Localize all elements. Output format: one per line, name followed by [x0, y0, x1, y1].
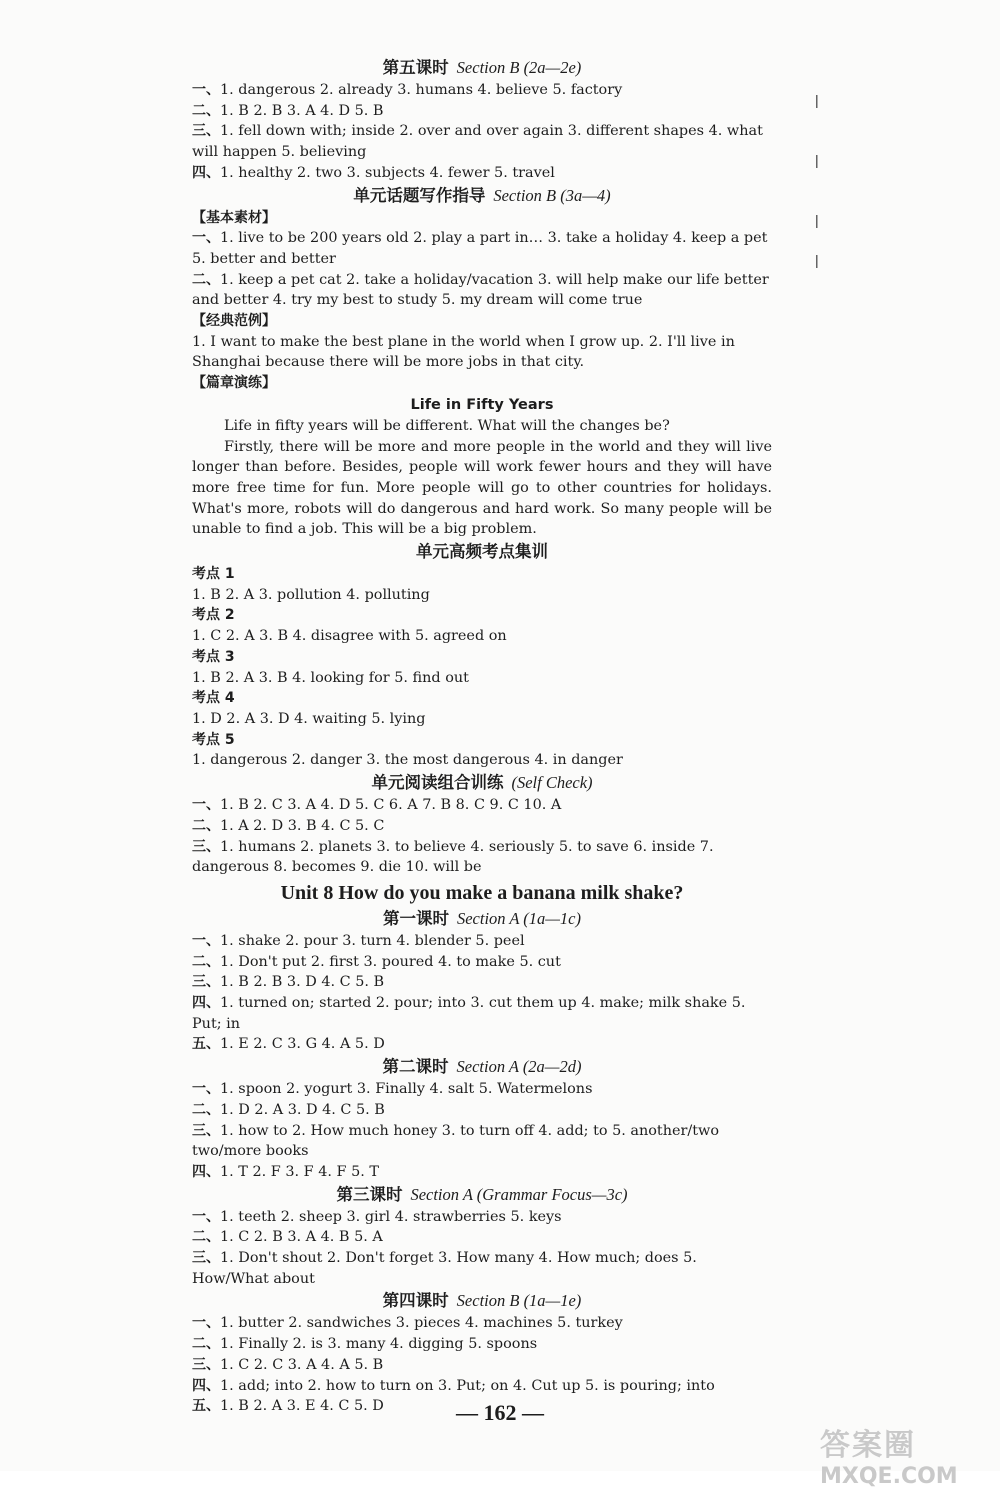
answer-text: 1. A 2. D 3. B 4. C 5. C	[220, 817, 385, 834]
answer-column	[192, 56, 772, 1417]
answer-text: 1. add; into 2. how to turn on 3. Put; on 4. Cut up 5. is pouring; into	[220, 1377, 715, 1394]
answer-text: 1. shake 2. pour 3. turn 4. blender 5. peel	[220, 932, 525, 949]
answer-line	[192, 837, 772, 878]
item-number: 一、	[192, 932, 220, 949]
answer-line	[192, 952, 772, 973]
item-number: 二、	[192, 1229, 220, 1246]
section-heading-lesson5	[192, 57, 772, 79]
site-watermark	[820, 1420, 958, 1489]
section-heading-writing	[192, 185, 772, 207]
section-heading-u8-lesson4	[192, 1290, 772, 1312]
answer-text: 1. B 2. C 3. A 4. D 5. C 6. A 7. B 8. C 9. C 10. A	[220, 797, 562, 814]
answer-text: 1. C 2. B 3. A 4. B 5. A	[220, 1229, 383, 1246]
keypoint-answers: 1. B 2. A 3. pollution 4. polluting	[192, 586, 430, 603]
item-number: 二、	[192, 102, 220, 119]
practice-label: 【篇章演练】	[192, 375, 276, 392]
answer-line	[192, 1248, 772, 1289]
item-number: 一、	[192, 797, 220, 814]
answer-line	[192, 1121, 772, 1162]
item-number: 二、	[192, 1336, 220, 1353]
keypoint-label: 考点 1	[192, 566, 235, 583]
item-number: 二、	[192, 1101, 220, 1118]
answer-text: 1. Don't put 2. first 3. poured 4. to make 5. cut	[220, 953, 561, 970]
answer-text: 1. spoon 2. yogurt 3. Finally 4. salt 5. Watermelons	[220, 1081, 593, 1098]
answer-line	[192, 1334, 772, 1355]
item-number: 五、	[192, 1036, 220, 1053]
heading-title: 第一课时	[382, 908, 449, 928]
answer-line	[192, 1227, 772, 1248]
answer-text: 1. keep a pet cat 2. take a holiday/vacation 3. will help make our life better and better 4. try my best to study 5. my dream will come true	[192, 271, 769, 309]
answer-text: 1. B 2. B 3. D 4. C 5. B	[220, 974, 385, 991]
item-number: 一、	[192, 1208, 220, 1225]
answer-text: 1. turned on; started 2. pour; into 3. cut them up 4. make; milk shake 5. Put; in	[192, 995, 746, 1032]
keypoint-answers: 1. D 2. A 3. D 4. waiting 5. lying	[192, 710, 426, 727]
answer-line	[192, 163, 772, 184]
keypoint-answers: 1. B 2. A 3. B 4. looking for 5. find out	[192, 669, 469, 686]
keypoint-answers: 1. C 2. A 3. B 4. disagree with 5. agreed on	[192, 628, 507, 645]
section-heading-reading	[192, 772, 772, 794]
essay-paragraph: Firstly, there will be more and more people in the world and they will live longer than before. Besides, people will work fewer hours and they will have more free time for fun. More people will go to other countries for holidays. What's more, robots will do dangerous and hard work. So many people will be unable to find a job. This will be a big problem.	[192, 438, 772, 538]
heading-sub: Section A (2a—2d)	[456, 1057, 582, 1077]
answer-line	[192, 1313, 772, 1334]
heading-title: 第二课时	[382, 1057, 449, 1077]
answer-line	[192, 121, 772, 162]
answer-line	[192, 270, 772, 311]
item-number: 五、	[192, 1398, 220, 1415]
item-number: 三、	[192, 123, 220, 140]
answer-line	[192, 1207, 772, 1228]
item-number: 三、	[192, 1122, 220, 1139]
heading-title: 第五课时	[382, 58, 449, 77]
answer-text: 1. butter 2. sandwiches 3. pieces 4. machines 5. turkey	[220, 1315, 623, 1332]
keypoint-label: 考点 3	[192, 648, 235, 665]
item-number: 四、	[192, 1163, 220, 1180]
watermark-logo: 答案圈	[820, 1428, 916, 1463]
answer-text: 1. D 2. A 3. D 4. C 5. B	[220, 1101, 385, 1118]
answer-text: 1. fell down with; inside 2. over and over again 3. different shapes 4. what will happen 5. believing	[192, 123, 763, 161]
classic-example-label: 【经典范例】	[192, 313, 276, 330]
section-heading-u8-lesson3	[192, 1184, 772, 1206]
item-number: 二、	[192, 271, 220, 288]
answer-text: 1. teeth 2. sheep 3. girl 4. strawberries 5. keys	[220, 1208, 562, 1225]
keypoint-label: 考点 4	[192, 690, 235, 707]
essay-title: Life in Fifty Years	[410, 396, 554, 413]
scan-edge-marks: | | | |	[815, 92, 819, 268]
essay-paragraph: Life in fifty years will be different. What will the changes be?	[224, 417, 670, 434]
answer-line	[192, 80, 772, 101]
item-number: 三、	[192, 1356, 220, 1373]
answer-line	[192, 816, 772, 837]
answer-line	[192, 1034, 772, 1055]
item-number: 一、	[192, 82, 220, 98]
answer-text: 1. B 2. A 3. E 4. C 5. D	[220, 1398, 384, 1415]
answer-line	[192, 972, 772, 993]
heading-sub: Section B (2a—2e)	[456, 58, 582, 77]
keypoint-label: 考点 2	[192, 607, 235, 624]
item-number: 四、	[192, 1377, 220, 1394]
item-number: 三、	[192, 1250, 220, 1267]
item-number: 三、	[192, 974, 220, 991]
heading-title: 第四课时	[382, 1291, 449, 1311]
item-number: 二、	[192, 953, 220, 970]
answer-text: 1. C 2. C 3. A 4. A 5. B	[220, 1356, 384, 1373]
item-number: 一、	[192, 230, 220, 247]
answer-text: 1. humans 2. planets 3. to believe 4. seriously 5. to save 6. inside 7. dangerous 8. becomes 9. die 10. will be	[192, 838, 714, 876]
item-number: 一、	[192, 1315, 220, 1332]
answer-line	[192, 993, 772, 1034]
item-number: 二、	[192, 817, 220, 834]
answer-line	[192, 1376, 772, 1397]
answer-text: 1. dangerous 2. already 3. humans 4. believe 5. factory	[220, 82, 623, 98]
answer-text: 1. Finally 2. is 3. many 4. digging 5. spoons	[220, 1336, 538, 1353]
answer-line	[192, 1079, 772, 1100]
heading-sub: Section B (3a—4)	[493, 185, 611, 205]
heading-title: 单元话题写作指导	[353, 185, 486, 205]
heading-sub: Section A (Grammar Focus—3c)	[410, 1184, 628, 1204]
answer-text: 1. Don't shout 2. Don't forget 3. How many 4. How much; does 5. How/What about	[192, 1250, 697, 1287]
section-heading-u8-lesson2	[192, 1056, 772, 1078]
answer-line	[192, 1355, 772, 1376]
answer-line	[192, 1100, 772, 1121]
answer-line	[192, 1162, 772, 1183]
answer-text: 1. how to 2. How much honey 3. to turn off 4. add; to 5. another/two two/more books	[192, 1122, 719, 1160]
answer-text: 1. T 2. F 3. F 4. F 5. T	[220, 1163, 379, 1180]
heading-sub: Section A (1a—1c)	[456, 908, 582, 928]
watermark-url: MXQE.COM	[820, 1464, 958, 1489]
answer-text: 1. E 2. C 3. G 4. A 5. D	[220, 1036, 385, 1053]
answer-line	[192, 795, 772, 816]
section-heading-keypoints: 单元高频考点集训	[416, 542, 548, 562]
basic-material-label: 【基本素材】	[192, 209, 276, 226]
page-number: — 162 —	[456, 1400, 544, 1425]
answer-line	[192, 101, 772, 122]
item-number: 三、	[192, 838, 220, 855]
answer-line	[192, 228, 772, 269]
unit-title: Unit 8 How do you make a banana milk shake?	[280, 881, 684, 904]
answer-text: 1. healthy 2. two 3. subjects 4. fewer 5. travel	[220, 164, 555, 181]
keypoint-answers: 1. dangerous 2. danger 3. the most dangerous 4. in danger	[192, 752, 623, 769]
heading-sub: (Self Check)	[511, 773, 593, 793]
heading-sub: Section B (1a—1e)	[456, 1291, 582, 1311]
answer-line	[192, 931, 772, 952]
item-number: 一、	[192, 1081, 220, 1098]
answer-text: 1. B 2. B 3. A 4. D 5. B	[220, 102, 384, 119]
item-number: 四、	[192, 995, 220, 1012]
keypoint-label: 考点 5	[192, 731, 235, 748]
item-number: 四、	[192, 164, 220, 181]
heading-title: 第三课时	[336, 1184, 403, 1204]
section-heading-u8-lesson1	[192, 908, 772, 930]
example-text: 1. I want to make the best plane in the world when I grow up. 2. I'll live in Shanghai because there will be more jobs in that city.	[192, 333, 735, 371]
heading-title: 单元阅读组合训练	[371, 773, 504, 793]
answer-text: 1. live to be 200 years old 2. play a part in… 3. take a holiday 4. keep a pet 5. better and better	[192, 230, 768, 267]
